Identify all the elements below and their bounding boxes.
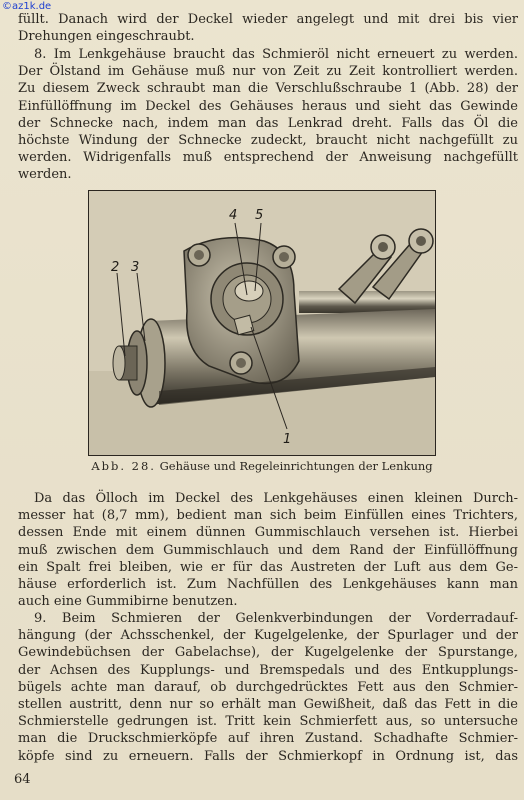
paragraph-4 (18, 610, 518, 765)
figure-label-4: 4 (229, 208, 238, 223)
text-line: hängung (der Achsschenkel, der Kugelgelenke, der Spurlager und der (18, 628, 518, 644)
text-line: ein Spalt frei bleiben, wie er für das Austreten der Luft aus dem Ge- (18, 559, 518, 575)
paragraph-2 (18, 46, 518, 184)
text-line: Einfüllöffnung im Deckel des Gehäuses heraus und sieht das Gewinde (18, 98, 518, 114)
text-line: der Schnecke nach, indem man das Lenkrad dreht. Falls das Öl die (18, 115, 518, 131)
text-line: auch eine Gummibirne benutzen. (18, 594, 238, 610)
figure-label-2: 2 (111, 260, 120, 275)
text-line: der Achsen des Kupplungs- und Bremspedals und des Entkupplungs- (18, 662, 518, 678)
text-line: dessen Ende mit einem dünnen Gummischlauch versehen ist. Hierbei (18, 525, 518, 541)
figure-caption (0, 459, 524, 473)
text-line: messer hat (8,7 mm), bedient man sich beim Einfüllen eines Trichters, (18, 508, 518, 524)
paragraph-3 (18, 490, 518, 610)
watermark: ©az1k.de (2, 1, 52, 12)
text-line: Der Ölstand im Gehäuse muß nur von Zeit zu Zeit kontrolliert werden. (18, 64, 518, 80)
text-line: bügels achte man darauf, ob durchgedrücktes Fett aus den Schmier- (18, 679, 518, 695)
figure-label-1: 1 (283, 432, 292, 447)
text-line: man die Druckschmierköpfe auf ihren Zustand. Schadhafte Schmier- (18, 731, 518, 747)
text-line: muß zwischen dem Gummischlauch und dem Rand der Einfüllöffnung (18, 542, 518, 558)
figure-steering-housing (88, 190, 436, 456)
text-line: köpfe sind zu erneuern. Falls der Schmierkopf in Ordnung ist, das (18, 748, 518, 764)
steering-housing-illustration (89, 191, 435, 455)
text-line: Da das Ölloch im Deckel des Lenkgehäuses einen kleinen Durch- (34, 491, 518, 506)
text-line: werden. Widrigenfalls muß entsprechend der Anweisung nachgefüllt (18, 150, 518, 166)
text-line: Zu diesem Zweck schraubt man die Verschlußschraube 1 (Abb. 28) der (18, 81, 518, 97)
text-line: häuse erforderlich ist. Zum Nachfüllen des Lenkgehäuses kann man (18, 577, 518, 593)
text-line: Schmierstelle gedrungen ist. Tritt kein Schmierfett aus, so untersuche (18, 714, 518, 730)
text-line: füllt. Danach wird der Deckel wieder angelegt und mit drei bis vier (18, 12, 518, 27)
text-line: Gewindebüchsen der Gabelachse), der Kugelgelenke der Spurstange, (18, 645, 518, 661)
caption-figure-number: Abb. 28. (91, 459, 156, 473)
paragraph-1 (18, 11, 518, 45)
text-line: werden. (18, 167, 72, 183)
figure-label-5: 5 (255, 208, 264, 223)
caption-text: Gehäuse und Regeleinrichtungen der Lenkung (159, 459, 433, 473)
page-number: 64 (14, 772, 31, 787)
text-line: 8. Im Lenkgehäuse braucht das Schmieröl nicht erneuert zu werden. (34, 47, 518, 62)
figure-label-3: 3 (131, 260, 140, 275)
text-line: 9. Beim Schmieren der Gelenkverbindungen der Vorderradauf- (34, 611, 518, 626)
text-line: höchste Windung der Schnecke zudeckt, braucht nicht nachgefüllt zu (18, 133, 518, 149)
text-line: stellen austritt, denn nur so erhält man Gewißheit, daß das Fett in die (18, 697, 518, 713)
text-line: Drehungen eingeschraubt. (18, 29, 195, 45)
